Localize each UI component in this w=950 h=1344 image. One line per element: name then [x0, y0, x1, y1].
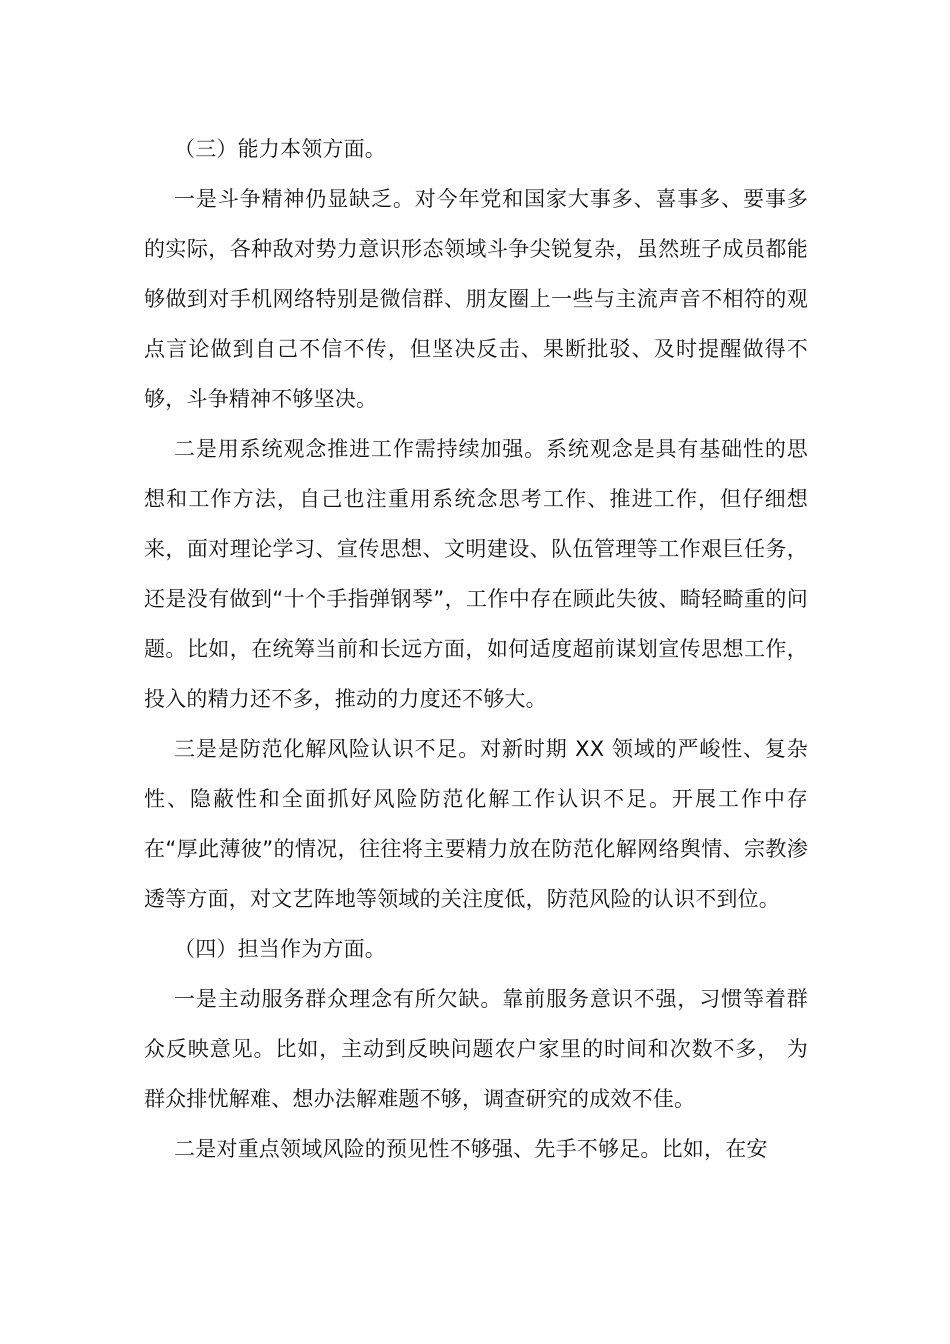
section-heading-responsibility: （四）担当作为方面。: [174, 937, 386, 961]
paragraph-risk-prevention: 三是是防范化解风险认识不足。对新时期 XX 领域的严峻性、复杂性、隐蔽性和全面抓好风险防范化解工作认识不足。开展工作中存在“厚此薄彼”的情况，往往将主要精力放在防范化解网络舆情、宗教渗透等方面，对文艺阵地等领域的关注度低，防范风险的认识不到位。: [144, 737, 808, 911]
paragraph-systems-thinking: 二是用系统观念推进工作需持续加强。系统观念是具有基础性的思想和工作方法，自己也注重用系统念思考工作、推进工作，但仔细想来，面对理论学习、宣传思想、文明建设、队伍管理等工作艰巨任务，还是没有做到“十个手指弹钢琴”，工作中存在顾此失彼、畸轻畸重的问题。比如，在统筹当前和长远方面，如何适度超前谋划宣传思想工作，投入的精力还不多，推动的力度还不够大。: [144, 437, 808, 711]
paragraph-key-area-risk: 二是对重点领域风险的预见性不够强、先手不够足。比如，在安: [174, 1137, 768, 1161]
section-heading-ability: （三）能力本领方面。: [174, 137, 386, 161]
document-body: [144, 124, 808, 1174]
paragraph-struggle-spirit: 一是斗争精神仍显缺乏。对今年党和国家大事多、喜事多、要事多的实际，各种敌对势力意识形态领域斗争尖锐复杂，虽然班子成员都能够做到对手机网络特别是微信群、朋友圈上一些与主流声音不相符的观点言论做到自己不信不传，但坚决反击、果断批驳、及时提醒做得不够，斗争精神不够坚决。: [144, 187, 808, 411]
paragraph-serving-masses: 一是主动服务群众理念有所欠缺。靠前服务意识不强，习惯等着群众反映意见。比如，主动到反映问题农户家里的时间和次数不多， 为群众排忧解难、想办法解难题不够，调查研究的成效不佳。: [144, 987, 808, 1111]
